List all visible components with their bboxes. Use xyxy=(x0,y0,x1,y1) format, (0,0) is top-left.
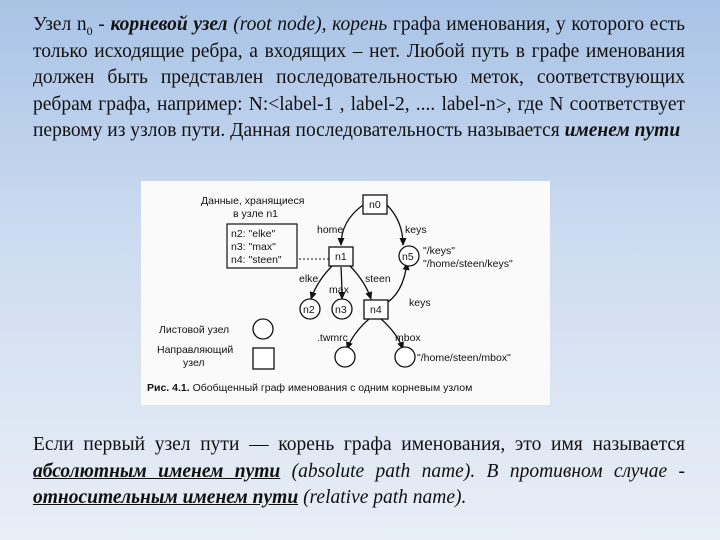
label-max: max xyxy=(329,284,349,296)
label-keys-low: keys xyxy=(409,297,431,309)
label-home: home xyxy=(317,224,344,236)
legend-dir-line1: Направляющий xyxy=(157,344,234,356)
data-n3: n3: "max" xyxy=(231,241,276,253)
label-twmrc: .twmrc xyxy=(317,332,348,344)
node-n3-label: n3 xyxy=(335,304,347,316)
paragraph2-text2: (absolute path name). В противном случае - xyxy=(280,460,686,482)
term-relative-path: относительным именем пути xyxy=(33,487,299,509)
node-n1-label: n1 xyxy=(335,251,347,263)
subscript-zero: 0 xyxy=(86,23,93,38)
keys-path-line2: "/home/steen/keys" xyxy=(423,258,513,270)
node-n2-label: n2 xyxy=(303,304,315,316)
label-steen: steen xyxy=(365,273,391,285)
edge-home xyxy=(341,205,363,245)
term-root-node: корневой узел xyxy=(110,14,228,35)
data-label-line1: Данные, хранящиеся xyxy=(201,195,305,207)
label-mbox: mbox xyxy=(395,332,421,344)
legend-dir-square xyxy=(253,348,274,369)
node-n4-label: n4 xyxy=(370,304,382,316)
naming-graph-svg xyxy=(141,181,550,405)
caption-label: Рис. 4.1. xyxy=(147,382,190,394)
caption-text: Обобщенный граф именования с одним корневым узлом xyxy=(189,382,473,394)
mbox-path: "/home/steen/mbox" xyxy=(417,352,511,364)
text-dash: - xyxy=(92,14,111,35)
paragraph2-text3: (relative path name). xyxy=(298,487,467,509)
naming-graph-figure xyxy=(141,181,550,405)
paragraph2-text1: Если первый узел пути — корень графа именования, это имя называется xyxy=(33,434,685,455)
data-label-line2: в узле n1 xyxy=(233,208,279,220)
figure-caption xyxy=(147,382,472,394)
edge-keys-top xyxy=(387,205,403,245)
node-n0-label: n0 xyxy=(369,199,381,211)
term-root-node-en: (root node), xyxy=(227,14,333,35)
label-elke: elke xyxy=(299,273,319,285)
data-n2: n2: "elke" xyxy=(231,228,276,240)
paragraph-root-node xyxy=(33,12,685,145)
node-n5-label: n5 xyxy=(402,251,414,263)
text-node: Узел n xyxy=(33,14,87,35)
keys-path-line1: "/keys" xyxy=(423,245,455,257)
legend-leaf-label: Листовой узел xyxy=(159,324,230,336)
legend-dir-line2: узел xyxy=(183,357,205,369)
paragraph-absolute-path xyxy=(33,432,685,512)
paragraph1-body: графа именования, у которого есть только исходящие ребра, а входящих – нет. Любой путь в графе именования должен быть представлен последовательностью меток, соответствующих ребрам графа, например: N:<label-1 , label-2, .... label-n>, где N соответствует первому из узлов пути. Данная последовательность называется xyxy=(33,14,686,142)
term-absolute-path: абсолютным именем пути xyxy=(33,460,281,482)
term-path-name: именем пути xyxy=(564,120,681,142)
term-koren: корень xyxy=(332,14,388,35)
edge-twmrc xyxy=(347,319,369,349)
legend-leaf-circle xyxy=(253,319,273,339)
label-keys-top: keys xyxy=(405,224,427,236)
data-n4: n4: "steen" xyxy=(231,254,282,266)
leaf-twmrc xyxy=(335,347,355,367)
leaf-mbox xyxy=(395,347,415,367)
